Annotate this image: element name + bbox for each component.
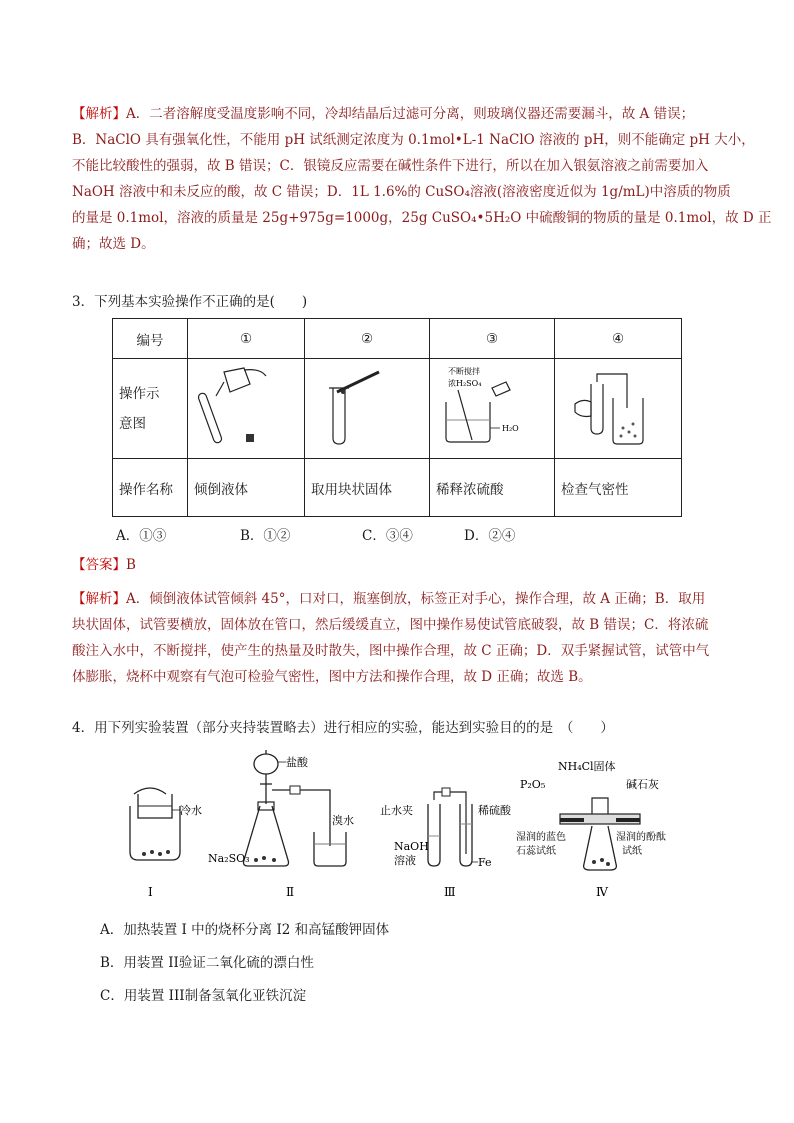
figure-cell-dilute <box>430 359 555 459</box>
label-p2o5: P₂O₅ <box>520 778 546 791</box>
label-cold-water: 冷水 <box>180 804 202 817</box>
label-apparatus-4: Ⅳ <box>596 885 608 899</box>
apparatus-figure <box>116 744 676 904</box>
choice-b: B．①② <box>240 528 291 544</box>
label-litmus-paper: 石蕊试纸 <box>516 846 556 857</box>
label-ammonium-chloride: NH₄Cl固体 <box>558 760 616 773</box>
option-c: C．用装置 III制备氢氧化亚铁沉淀 <box>100 988 307 1004</box>
analysis-q2 <box>72 101 772 257</box>
figure-cell-airtight <box>555 359 682 459</box>
label-hydrochloric-acid: 盐酸 <box>286 756 308 769</box>
operations-table <box>112 318 682 517</box>
label-wet-blue: 湿润的蓝色 <box>516 832 566 843</box>
dilute-acid-figure <box>436 362 536 452</box>
question-3-stem: 3．下列基本实验操作不正确的是( ) <box>72 294 308 310</box>
apparatus-4 <box>516 759 666 899</box>
label-solution: 溶液 <box>394 854 416 867</box>
label-apparatus-1: Ⅰ <box>148 885 153 899</box>
option-b: B．用装置 II验证二氧化硫的漂白性 <box>100 955 314 971</box>
answer-value: B <box>126 557 136 573</box>
apparatus-2 <box>208 750 354 899</box>
label-wet-phenolphthalein: 湿润的酚酞 <box>616 832 666 843</box>
label-soda-lime: 碱石灰 <box>626 778 659 791</box>
table-cell: ① <box>188 319 305 359</box>
label-clamp: 止水夹 <box>380 804 413 817</box>
table-cell: ④ <box>555 319 682 359</box>
table-cell: 编号 <box>113 319 188 359</box>
analysis-tag: 【解析】 <box>72 591 126 607</box>
analysis-q3 <box>72 586 724 690</box>
label-test-paper: 试纸 <box>622 846 642 857</box>
analysis-line: 酸注入水中，不断搅拌，使产生的热量及时散失，图中操作合理，故 C 正确；D．双手紧握试管，试管中气 <box>72 643 710 659</box>
figure-cell-pour-liquid <box>188 359 305 459</box>
figure-label: 不断搅拌 <box>448 366 480 376</box>
choice-a: A．①③ <box>116 528 167 544</box>
table-cell: ② <box>305 319 430 359</box>
label-naoh: NaOH <box>394 840 429 853</box>
figure-label: H₂O <box>502 423 519 433</box>
analysis-line: 的量是 0.1mol，溶液的质量是 25g+975g=1000g，25g CuSO₄•5H₂O 中硫酸铜的物质的量是 0.1mol，故 D 正 <box>72 210 772 226</box>
airtight-check-figure <box>561 362 671 452</box>
figure-cell-solid <box>305 359 430 459</box>
analysis-tag: 【解析】 <box>72 106 126 122</box>
add-solid-figure <box>311 362 411 452</box>
answer-q3 <box>72 552 724 578</box>
label-sodium-sulfite: Na₂SO₃ <box>208 852 250 865</box>
table-cell: 倾倒液体 <box>188 459 305 517</box>
analysis-line: B．NaClO 具有强氧化性，不能用 pH 试纸测定浓度为 0.1mol•L-1 NaClO 溶液的 pH，则不能确定 pH 大小， <box>72 132 755 148</box>
row-label: 操作示 <box>119 385 160 402</box>
label-apparatus-3: Ⅲ <box>444 885 456 899</box>
table-cell <box>113 359 188 459</box>
table-cell: ③ <box>430 319 555 359</box>
pour-liquid-figure <box>194 362 294 452</box>
table-cell: 取用块状固体 <box>305 459 430 517</box>
table-cell: 检查气密性 <box>555 459 682 517</box>
choice-c: C．③④ <box>362 528 413 544</box>
label-iron: Fe <box>478 856 492 869</box>
choice-d: D．②④ <box>464 528 516 544</box>
table-cell: 操作名称 <box>113 459 188 517</box>
analysis-line: 块状固体，试管要横放，固体放在管口，然后缓缓直立，图中操作易使试管底破裂，故 B 错误；C．将浓硫 <box>72 617 709 633</box>
label-dilute-sulfuric: 稀硫酸 <box>478 804 511 817</box>
apparatus-1 <box>130 788 202 899</box>
analysis-line: 体膨胀，烧杯中观察有气泡可检验气密性，图中方法和操作合理，故 D 正确；故选 B。 <box>72 669 592 685</box>
label-bromine-water: 溴水 <box>332 814 354 827</box>
answer-tag: 【答案】 <box>72 557 126 573</box>
table-row <box>113 319 682 359</box>
figure-label: 浓H₂SO₄ <box>448 378 482 388</box>
analysis-line: A．二者溶解度受温度影响不同，冷却结晶后过滤可分离，则玻璃仪器还需要漏斗，故 A 错误； <box>126 106 695 122</box>
table-row <box>113 459 682 517</box>
table-cell: 稀释浓硫酸 <box>430 459 555 517</box>
table-row <box>113 359 682 459</box>
analysis-line: 确；故选 D。 <box>72 236 155 252</box>
question-4-stem: 4．用下列实验装置（部分夹持装置略去）进行相应的实验，能达到实验目的的是 （ ） <box>72 720 614 736</box>
option-a: A．加热装置 I 中的烧杯分离 I2 和高锰酸钾固体 <box>100 922 390 938</box>
analysis-line: 不能比较酸性的强弱，故 B 错误；C．银镜反应需要在碱性条件下进行，所以在加入银氨溶液之前需要加入 <box>72 158 709 174</box>
apparatus-3 <box>380 788 512 899</box>
label-apparatus-2: Ⅱ <box>286 885 295 899</box>
analysis-line: A．倾倒液体试管倾斜 45°，口对口，瓶塞倒放，标签正对手心，操作合理，故 A 正确；B．取用 <box>126 591 706 607</box>
analysis-line: NaOH 溶液中和未反应的酸，故 C 错误；D．1L 1.6%的 CuSO₄溶液(溶液密度近似为 1g/mL)中溶质的物质 <box>72 184 731 200</box>
row-label: 意图 <box>119 415 146 432</box>
